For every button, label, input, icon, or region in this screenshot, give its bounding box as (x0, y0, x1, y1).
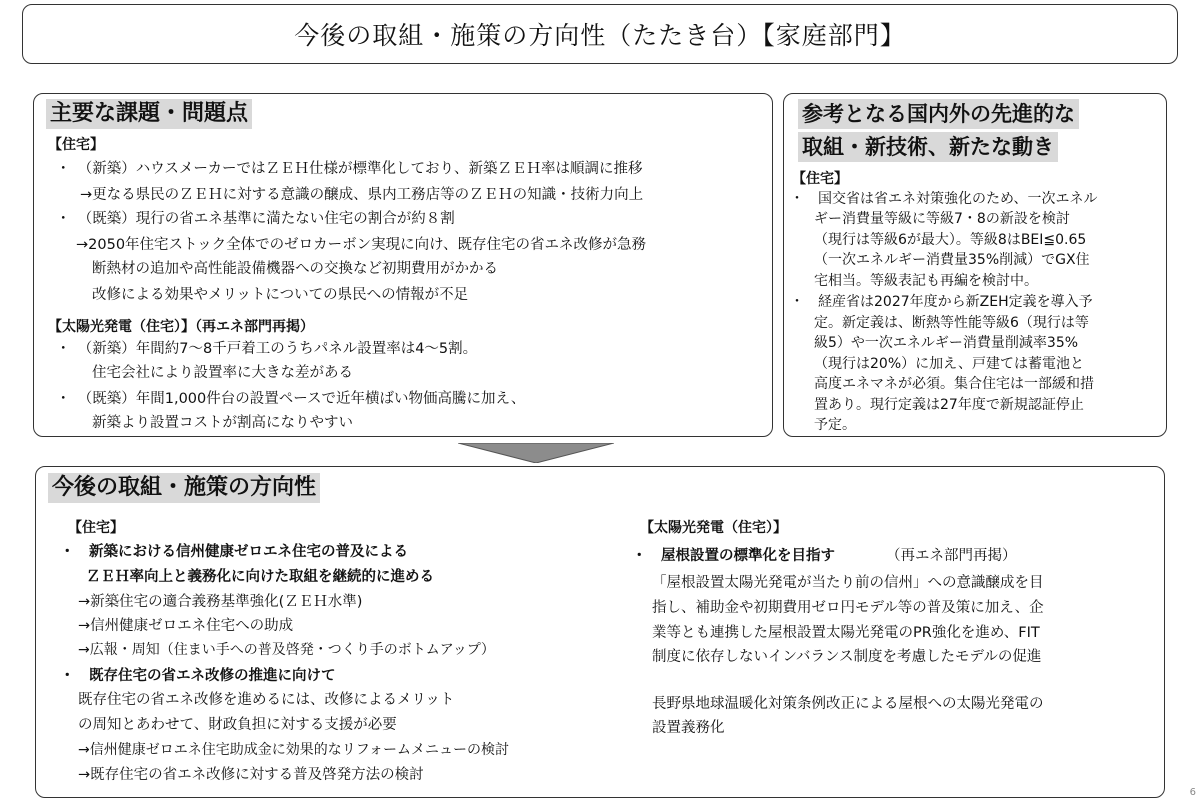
direction-right-line: 指し、補助金や初期費用ゼロ円モデル等の普及策に加え、企 (652, 600, 1044, 616)
reference-line: ・ 経産省は2027年度から新ZEH定義を導入予 (790, 294, 1093, 310)
reference-line: 予定。 (814, 417, 856, 433)
issues-line: ・ （新築）年間約7～8千戸着工のうちパネル設置率は4～5割。 (56, 341, 478, 357)
direction-housing-label: 【住宅】 (68, 520, 124, 536)
direction-left-line: →信州健康ゼロエネ住宅への助成 (78, 618, 294, 634)
direction-solar-label: 【太陽光発電（住宅）】 (640, 520, 787, 536)
direction-right-line: 業等とも連携した屋根設置太陽光発電のPR強化を進め、FIT (652, 625, 1040, 641)
direction-right-line: 長野県地球温暖化対策条例改正による屋根への太陽光発電の (652, 696, 1044, 712)
direction-right-line: 制度に依存しないインバランス制度を考慮したモデルの促進 (652, 649, 1042, 665)
reference-heading-line2: 取組・新技術、新たな動き (798, 132, 1058, 162)
reference-housing-label: 【住宅】 (792, 171, 848, 187)
direction-left-line: ・ 既存住宅の省エネ改修の推進に向けて (60, 668, 336, 684)
direction-left-line: ・ 新築における信州健康ゼロエネ住宅の普及による (60, 544, 408, 560)
reference-line: 宅相当。等級表記も再編を検討中。 (814, 273, 1038, 289)
reference-line: （現行は等級6が最大）。等級8はBEI≦0.65 (814, 232, 1087, 248)
issues-line: 断熱材の追加や高性能設備機器への交換など初期費用がかかる (92, 261, 498, 277)
page-title: 今後の取組・施策の方向性（たたき台）【家庭部門】 (294, 21, 906, 50)
issues-line: 改修による効果やメリットについての県民への情報が不足 (92, 287, 469, 303)
direction-left-line: →新築住宅の適合義務基準強化(ＺＥＨ水準) (78, 594, 363, 610)
reference-panel (783, 93, 1167, 437)
issues-line: ・ （既築）年間1,000件台の設置ペースで近年横ばい物価高騰に加え、 (56, 391, 526, 407)
issues-line: 新築より設置コストが割高になりやすい (92, 415, 353, 431)
direction-left-line: →信州健康ゼロエネ住宅助成金に効果的なリフォームメニューの検討 (78, 742, 510, 758)
direction-left-line: →既存住宅の省エネ改修に対する普及啓発方法の検討 (78, 767, 424, 783)
issues-line: ・ （既築）現行の省エネ基準に満たない住宅の割合が約８割 (56, 211, 455, 227)
direction-left-line: ＺＥＨ率向上と義務化に向けた取組を継続的に進める (86, 569, 434, 585)
reference-line: 置あり。現行定義は27年度で新規認証停止 (814, 397, 1084, 413)
direction-left-line: 既存住宅の省エネ改修を進めるには、改修によるメリット (78, 692, 455, 708)
page-number: 6 (1189, 787, 1196, 798)
issues-housing-label: 【住宅】 (48, 137, 104, 153)
issues-line: →更なる県民のＺＥＨに対する意識の醸成、県内工務店等のＺＥＨの知識・技術力向上 (80, 187, 644, 203)
reference-line: ・ 国交省は省エネ対策強化のため、一次エネル (790, 191, 1098, 207)
direction-left-line: →広報・周知（住まい手への普及啓発・つくり手のボトムアップ） (78, 642, 495, 658)
reference-line: （一次エネルギー消費量35%削減）でGX住 (814, 252, 1090, 268)
issues-heading: 主要な課題・問題点 (46, 99, 252, 129)
issues-line: ・ （新築）ハウスメーカーではＺＥＨ仕様が標準化しており、新築ＺＥＨ率は順調に推移 (56, 161, 643, 177)
direction-right-bullet: ・ 屋根設置の標準化を目指す (632, 548, 835, 564)
reference-line: 高度エネマネが必須。集合住宅は一部緩和措 (814, 376, 1094, 392)
issues-panel (33, 93, 773, 437)
direction-right-note: （再エネ部門再掲） (886, 548, 1017, 564)
issues-line: →2050年住宅ストック全体でのゼロカーボン実現に向け、既存住宅の省エネ改修が急務 (76, 237, 647, 253)
direction-panel (35, 466, 1165, 798)
reference-line: 定。新定義は、断熱等性能等級6（現行は等 (814, 315, 1089, 331)
direction-right-line: 「屋根設置太陽光発電が当たり前の信州」への意識醸成を目 (652, 575, 1044, 591)
reference-line: （現行は20%）に加え、戸建ては蓄電池と (814, 356, 1084, 372)
title-box (22, 4, 1178, 64)
issues-solar-label: 【太陽光発電（住宅）】（再エネ部門再掲） (48, 319, 314, 335)
direction-left-line: の周知とあわせて、財政負担に対する支援が必要 (78, 717, 397, 733)
issues-line: 住宅会社により設置率に大きな差がある (92, 365, 353, 381)
reference-heading-line1: 参考となる国内外の先進的な (798, 99, 1079, 129)
direction-heading: 今後の取組・施策の方向性 (48, 473, 320, 503)
direction-right-line: 設置義務化 (652, 720, 725, 736)
reference-line: 級5）や一次エネルギー消費量削減率35% (814, 335, 1079, 351)
down-arrow-icon (458, 443, 614, 463)
reference-line: ギー消費量等級に等級7・8の新設を検討 (814, 211, 1070, 227)
